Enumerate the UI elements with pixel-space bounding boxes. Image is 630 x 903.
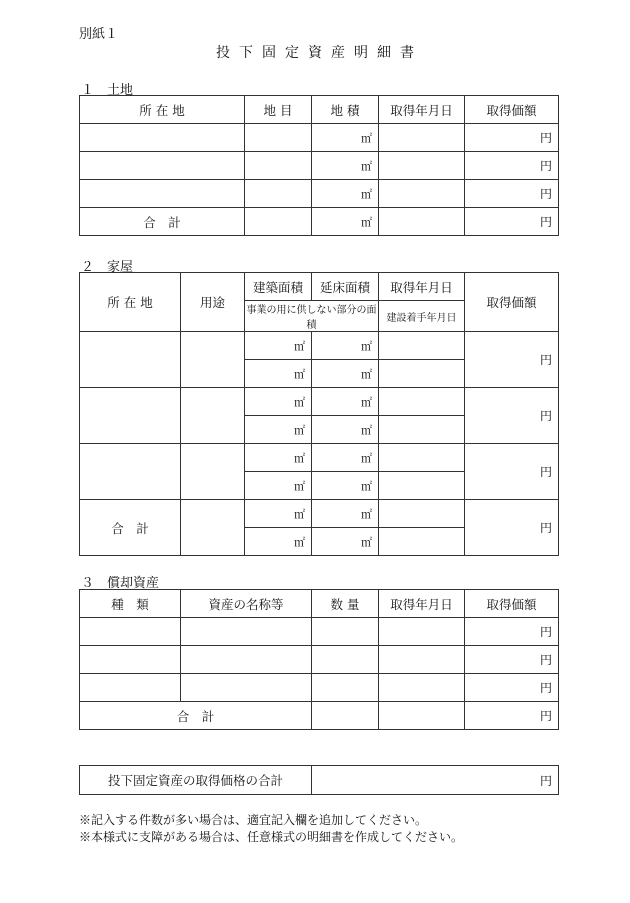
table-row — [80, 388, 559, 416]
unit-yen: 円 — [539, 653, 552, 667]
form-number: 別紙１ — [79, 27, 119, 42]
unit-sqm: ㎡ — [361, 395, 372, 409]
land-header-acq-price: 取得価額 — [465, 96, 559, 124]
house-acq-date-cell[interactable] — [379, 388, 465, 416]
house-acq-price-cell[interactable] — [465, 444, 559, 500]
house-non-business-area-cell[interactable] — [245, 360, 312, 388]
land-table — [79, 95, 559, 236]
house-location-cell[interactable] — [80, 332, 181, 388]
land-area-cell[interactable] — [312, 180, 379, 208]
depr-total-label: 合 計 — [80, 702, 312, 730]
unit-yen: 円 — [539, 773, 552, 788]
house-header-row-1 — [80, 273, 559, 301]
unit-sqm: ㎡ — [361, 451, 372, 465]
land-total-row — [80, 208, 559, 236]
unit-sqm: ㎡ — [294, 535, 305, 549]
unit-sqm: ㎡ — [294, 395, 305, 409]
house-floor-area-cell[interactable] — [312, 332, 379, 360]
land-location-cell[interactable] — [80, 124, 245, 152]
house-header-non-business-area: 事業の用に供しない部分の面積 — [245, 301, 379, 332]
house-floor-area-cell[interactable] — [312, 388, 379, 416]
unit-yen: 円 — [539, 409, 552, 423]
house-acq-date-cell[interactable] — [379, 332, 465, 360]
house-non-business-area-cell[interactable] — [245, 472, 312, 500]
land-acq-price-cell[interactable] — [465, 152, 559, 180]
land-category-cell[interactable] — [245, 152, 312, 180]
house-floor-area-cell[interactable] — [312, 444, 379, 472]
house-construction-start-cell[interactable] — [379, 472, 465, 500]
land-category-cell[interactable] — [245, 180, 312, 208]
house-use-cell[interactable] — [181, 388, 245, 444]
house-building-area-cell[interactable] — [245, 444, 312, 472]
house-header-construction-start: 建設着手年月日 — [379, 301, 465, 332]
depr-acq-date-cell[interactable] — [379, 618, 465, 646]
summary-row — [80, 766, 559, 795]
unit-yen: 円 — [539, 159, 552, 173]
note-line: ※本様式に支障がある場合は、任意様式の明細書を作成してください。 — [79, 830, 464, 844]
unit-sqm: ㎡ — [361, 507, 372, 521]
unit-yen: 円 — [539, 681, 552, 695]
house-non-business-area-cell[interactable] — [245, 416, 312, 444]
section-depreciable-heading: ３ 償却資産 — [81, 576, 160, 591]
summary-label: 投下固定資産の取得価格の合計 — [80, 766, 312, 795]
unit-yen: 円 — [539, 353, 552, 367]
land-category-cell[interactable] — [245, 124, 312, 152]
house-total-non-business-area-cell[interactable] — [245, 528, 312, 556]
unit-sqm: ㎡ — [294, 451, 305, 465]
unit-sqm: ㎡ — [294, 423, 305, 437]
depr-quantity-cell[interactable] — [312, 674, 379, 702]
land-total-label: 合 計 — [80, 208, 245, 236]
land-total-price-cell[interactable] — [465, 208, 559, 236]
land-acq-date-cell[interactable] — [379, 208, 465, 236]
depr-total-row — [80, 702, 559, 730]
land-header-row — [80, 96, 559, 124]
unit-yen: 円 — [539, 187, 552, 201]
section-house-heading: ２ 家屋 — [81, 260, 134, 275]
notes — [79, 812, 463, 846]
house-use-cell[interactable] — [181, 500, 245, 556]
unit-yen: 円 — [539, 625, 552, 639]
depr-header-acq-date: 取得年月日 — [379, 590, 465, 618]
land-acq-date-cell[interactable] — [379, 152, 465, 180]
house-acq-price-cell[interactable] — [465, 388, 559, 444]
unit-sqm: ㎡ — [361, 479, 372, 493]
depr-acq-date-cell[interactable] — [379, 646, 465, 674]
house-building-area-cell[interactable] — [245, 388, 312, 416]
house-building-area-cell[interactable] — [245, 332, 312, 360]
table-row — [80, 124, 559, 152]
unit-yen: 円 — [539, 709, 552, 723]
land-header-location: 所 在 地 — [80, 96, 245, 124]
house-header-use: 用途 — [181, 273, 245, 332]
table-row — [80, 180, 559, 208]
unit-sqm: ㎡ — [361, 535, 372, 549]
unit-sqm: ㎡ — [294, 367, 305, 381]
depr-name-cell[interactable] — [181, 674, 312, 702]
depr-acq-price-cell[interactable] — [465, 674, 559, 702]
unit-sqm: ㎡ — [361, 339, 372, 353]
land-header-acq-date: 取得年月日 — [379, 96, 465, 124]
house-use-cell[interactable] — [181, 444, 245, 500]
land-header-category: 地 目 — [245, 96, 312, 124]
table-row — [80, 618, 559, 646]
unit-sqm: ㎡ — [361, 159, 372, 173]
house-use-cell[interactable] — [181, 332, 245, 388]
house-total-price-cell[interactable] — [465, 500, 559, 556]
house-total-floor-area-cell[interactable] — [312, 500, 379, 528]
unit-sqm: ㎡ — [361, 187, 372, 201]
page-title: 投下固定資産明細書 — [216, 45, 423, 61]
depr-quantity-cell[interactable] — [312, 618, 379, 646]
land-acq-price-cell[interactable] — [465, 124, 559, 152]
table-row — [80, 646, 559, 674]
house-location-cell[interactable] — [80, 388, 181, 444]
house-header-building-area: 建築面積 — [245, 273, 312, 301]
house-table — [79, 272, 559, 556]
depr-name-cell[interactable] — [181, 618, 312, 646]
depreciable-table — [79, 589, 559, 730]
land-total-area-cell[interactable] — [312, 208, 379, 236]
unit-sqm: ㎡ — [361, 367, 372, 381]
depr-header-type: 種 類 — [80, 590, 181, 618]
unit-sqm: ㎡ — [294, 339, 305, 353]
house-total-label: 合 計 — [80, 500, 181, 556]
land-header-area: 地 積 — [312, 96, 379, 124]
house-header-location: 所 在 地 — [80, 273, 181, 332]
note-line: ※記入する件数が多い場合は、適宜記入欄を追加してください。 — [79, 813, 428, 827]
depr-header-row — [80, 590, 559, 618]
table-row — [80, 444, 559, 472]
house-acq-price-cell[interactable] — [465, 332, 559, 388]
land-category-cell[interactable] — [245, 208, 312, 236]
land-acq-date-cell[interactable] — [379, 180, 465, 208]
depr-acq-date-cell[interactable] — [379, 674, 465, 702]
depr-quantity-cell[interactable] — [312, 646, 379, 674]
depr-header-name: 資産の名称等 — [181, 590, 312, 618]
house-construction-start-cell[interactable] — [379, 360, 465, 388]
summary-total-cell[interactable] — [312, 766, 559, 795]
depr-name-cell[interactable] — [181, 646, 312, 674]
depr-type-cell[interactable] — [80, 646, 181, 674]
depr-total-price-cell[interactable] — [465, 702, 559, 730]
land-acq-price-cell[interactable] — [465, 180, 559, 208]
unit-sqm: ㎡ — [294, 479, 305, 493]
section-land-heading: １ 土地 — [81, 83, 134, 98]
house-non-business-area-cell[interactable] — [312, 472, 379, 500]
unit-yen: 円 — [539, 465, 552, 479]
land-location-cell[interactable] — [80, 152, 245, 180]
depr-acq-price-cell[interactable] — [465, 646, 559, 674]
house-total-building-area-cell[interactable] — [245, 500, 312, 528]
depr-acq-price-cell[interactable] — [465, 618, 559, 646]
unit-yen: 円 — [539, 521, 552, 535]
house-header-acq-price: 取得価額 — [465, 273, 559, 332]
house-header-floor-area: 延床面積 — [312, 273, 379, 301]
unit-yen: 円 — [539, 215, 552, 229]
house-total-non-business-area-cell[interactable] — [312, 528, 379, 556]
house-construction-start-cell[interactable] — [379, 528, 465, 556]
unit-sqm: ㎡ — [294, 507, 305, 521]
land-acq-date-cell[interactable] — [379, 124, 465, 152]
unit-sqm: ㎡ — [361, 131, 372, 145]
land-area-cell[interactable] — [312, 152, 379, 180]
depr-type-cell[interactable] — [80, 674, 181, 702]
unit-sqm: ㎡ — [361, 423, 372, 437]
house-non-business-area-cell[interactable] — [312, 360, 379, 388]
house-acq-date-cell[interactable] — [379, 500, 465, 528]
house-location-cell[interactable] — [80, 444, 181, 500]
depr-type-cell[interactable] — [80, 618, 181, 646]
house-acq-date-cell[interactable] — [379, 444, 465, 472]
table-row — [80, 674, 559, 702]
house-construction-start-cell[interactable] — [379, 416, 465, 444]
unit-yen: 円 — [539, 131, 552, 145]
table-row — [80, 152, 559, 180]
house-non-business-area-cell[interactable] — [312, 416, 379, 444]
depr-acq-date-cell[interactable] — [379, 702, 465, 730]
land-location-cell[interactable] — [80, 180, 245, 208]
unit-sqm: ㎡ — [361, 215, 372, 229]
house-header-acq-date: 取得年月日 — [379, 273, 465, 301]
depr-header-quantity: 数 量 — [312, 590, 379, 618]
summary-table — [79, 765, 559, 795]
house-total-row — [80, 500, 559, 528]
depr-header-acq-price: 取得価額 — [465, 590, 559, 618]
table-row — [80, 332, 559, 360]
depr-quantity-cell[interactable] — [312, 702, 379, 730]
land-area-cell[interactable] — [312, 124, 379, 152]
